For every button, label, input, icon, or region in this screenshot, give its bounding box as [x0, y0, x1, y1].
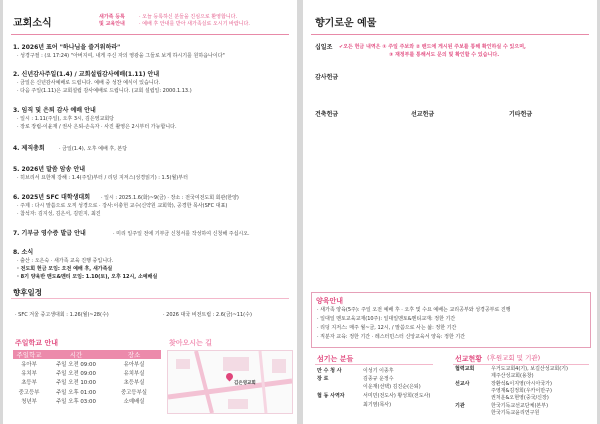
item-5-line: · 히브리서 요한계 강해 : 1.4(주일)부터 / 리딩 지저스(성경읽기) : 1.5(월)부터	[17, 175, 188, 181]
tithe-label: 십일조	[315, 44, 333, 51]
schedule-title: 향후일정	[13, 288, 42, 297]
map-roads	[168, 351, 292, 413]
header-place: 장소	[107, 350, 161, 359]
table-row: 초등부 주일 오전 10:00 초등부실	[21, 380, 145, 387]
thanks-label: 감사헌금	[315, 74, 339, 81]
divider	[11, 34, 289, 35]
servant-names: 서미민(전도사) 황성희(전도사)	[363, 393, 431, 399]
welcome-line-2: · 예배 후 안내를 받아 새가족실로 오시기 바랍니다.	[139, 21, 250, 27]
item-6-line-1: · 주제 : 다시 말씀으로 오직 성경으로 · 강사:이충헌 교수(신약원 교회학), 공경한 목사(SFC 대표)	[17, 203, 228, 209]
left-page	[3, 0, 297, 424]
sunday-school-table	[13, 350, 161, 406]
item-7-title: 7. 기부금 영수증 발급 안내	[13, 230, 86, 237]
table-row: 유치부 주일 오전 09:00 유치부실	[21, 371, 145, 378]
other-offering-label: 기타헌금	[509, 111, 533, 118]
item-8-line-1: · 출산 : 오은숙 · 새가족 교육 진행 중입니다.	[17, 258, 114, 264]
divider	[311, 34, 589, 35]
guide-line-1: · 새가족 양육(5주): 주일 오전 예배 후 · 오후 및 수요 예배는 교리공부와 성경공부로 진행	[317, 307, 511, 313]
servant-role: 장 로	[317, 376, 329, 382]
welcome-label-2: 및 교육안내	[99, 21, 125, 27]
header-time: 시간	[45, 350, 107, 359]
mission-offering-label: 선교헌금	[411, 111, 435, 118]
guide-line-4: · 직분자 교육: 정한 기간 · 레스터민스터 신앙교육서 양육: 정한 기간	[317, 334, 466, 340]
servant-names: 김종규 운정수	[363, 376, 394, 382]
item-8-line-3: · 8기 양육반 맨도&멘티 모임: 1.10(토), 오후 12시, 소예배실	[17, 274, 158, 280]
mission-category: 선교사	[455, 381, 470, 387]
right-page	[303, 0, 597, 424]
item-1-title: 1. 2026년 표어 "하나님을 즐거워하라"	[13, 44, 121, 51]
divider	[453, 364, 589, 365]
servants-title: 섬기는 분들	[317, 355, 354, 363]
item-4-title: 4. 제직총회	[13, 145, 45, 152]
mission-names: 장환석&이지영(아시아국가)	[491, 381, 552, 387]
schedule-item-2: · 2026 대국 비전트립 : 2.6(금)~11(수)	[163, 312, 252, 318]
building-offering-label: 건축헌금	[315, 111, 339, 118]
map-title: 찾아오시는 길	[169, 339, 213, 347]
servant-role: 협 동 사역자	[317, 393, 345, 399]
guide-line-2: · 일대일 멘토교육교재(10주): 일대일멘토&멘티교재: 정한 기간	[317, 316, 456, 322]
item-3-title: 3. 임직 및 은퇴 감사 예배 안내	[13, 107, 96, 114]
mission-names: 제주산성교회(용창)	[491, 373, 534, 379]
map-church-label: 김은영교회	[234, 381, 256, 386]
mission-names: 한국기독교윤리연구원	[491, 410, 540, 416]
item-2-title: 2. 신년감사주일(1.4) / 교회설립감사예배(1.11) 안내	[13, 71, 160, 78]
item-7-inline: · 미리 일주일 전에 기부금 신청서를 작성하여 신청해 주십시오.	[113, 231, 250, 237]
welcome-label-1: 새가족 등록	[99, 14, 125, 20]
item-8-line-2: · 전도회 헌금 모임: 오전 예배 후, 새가족실	[17, 266, 113, 272]
divider	[315, 364, 433, 365]
guide-title: 양육안내	[316, 297, 344, 305]
item-2-line-2: · 다음 주일(1.11)은 교회설립 감사예배로 드립니다. (교회 설립일: 2000.1.13.)	[17, 88, 192, 94]
welcome-line-1: · 오늘 등록하신 분들을 진심으로 환영합니다.	[139, 14, 238, 20]
offering-note-2: ③ 재정부를 통해서도 문의 및 확인할 수 있습니다.	[389, 52, 500, 58]
item-1-line: · 성경구절 : (요 17:24) "아버지여, 내게 주신 자의 영광을 그들로 보게 하시기를 원하옵나이다"	[17, 53, 225, 59]
item-3-line-1: · 일시 : 1.11(주일), 오후 3시, 김은영교회당	[17, 116, 114, 122]
servant-names: 이운재(선택) 김진순(은퇴)	[363, 384, 421, 390]
servant-role: 만 수 청 사	[317, 368, 342, 374]
table-row: 청년부 주일 오후 03:00 소예배실	[21, 399, 145, 406]
mission-category: 기관	[455, 403, 465, 409]
guide-line-3: · 리딩 지저스: 매주 월~금, 12시, / 말씀으로 사는 삶: 정한 기간	[317, 325, 457, 331]
table-row: 중고등부 주일 오후 01:00 중고등부실	[18, 389, 148, 396]
mission-names: 우거도교회4(기), 보길산성교회(기)	[491, 366, 568, 372]
item-4-inline: · 금일(1.4), 오후 예배 후, 본당	[59, 146, 128, 152]
divider	[11, 298, 289, 299]
schedule-item-1: · SFC 겨울 중고생대회 : 1.26(월)~28(수)	[15, 312, 109, 318]
mission-category: 협력교회	[455, 366, 475, 372]
item-8-title: 8. 소식	[13, 249, 34, 256]
mission-names: 주영재&김정희(우카이만구)	[491, 388, 552, 394]
item-5-title: 5. 2026년 말씀 암송 안내	[13, 166, 86, 173]
offering-title: 향기로운 예물	[315, 18, 377, 29]
servant-names: 최기염(목사)	[363, 402, 392, 408]
map[interactable]	[167, 350, 293, 414]
missions-subtitle: (후원교회 및 기관)	[487, 354, 541, 362]
mission-names: 권처운&오현영(중국/신장)	[491, 395, 549, 401]
servant-names: 이성기 이종후	[363, 368, 394, 374]
table-row: 유아부 주일 오전 09:00 유아부실	[21, 361, 145, 368]
header-school: 주일학교	[13, 350, 45, 359]
item-2-line-1: · 금일은 신년감사예배로 드립니다. 예배 중 성찬 예식이 있습니다.	[17, 80, 161, 86]
item-3-line-2: · 장로 장립-이윤재 / 권사 은퇴-손옥자 · 사진 촬영은 2시부터 가능합니다.	[17, 124, 177, 130]
item-6-title: 6. 2025년 SFC 대학생대회	[13, 194, 91, 201]
missions-title: 선교현황	[455, 355, 483, 363]
item-6-line-2: · 참석자: 김지성, 김은서, 김민지, 최진	[17, 211, 101, 217]
item-6-inline: · 일시 : 2025.1.6(화)~9(금) · 장소 : 전국여전도회 회관(한양)	[101, 195, 239, 201]
mission-names: 한국기독교선교단체(본부)	[491, 403, 549, 409]
offering-note-1: ✔오든 헌금 내역은 ① 주일 주보와 ② 밴드에 게시된 주보를 통해 확인하실 수 있으며,	[339, 44, 526, 50]
worship-title: 주일학교 안내	[15, 339, 59, 347]
page-title: 교회소식	[13, 18, 52, 29]
